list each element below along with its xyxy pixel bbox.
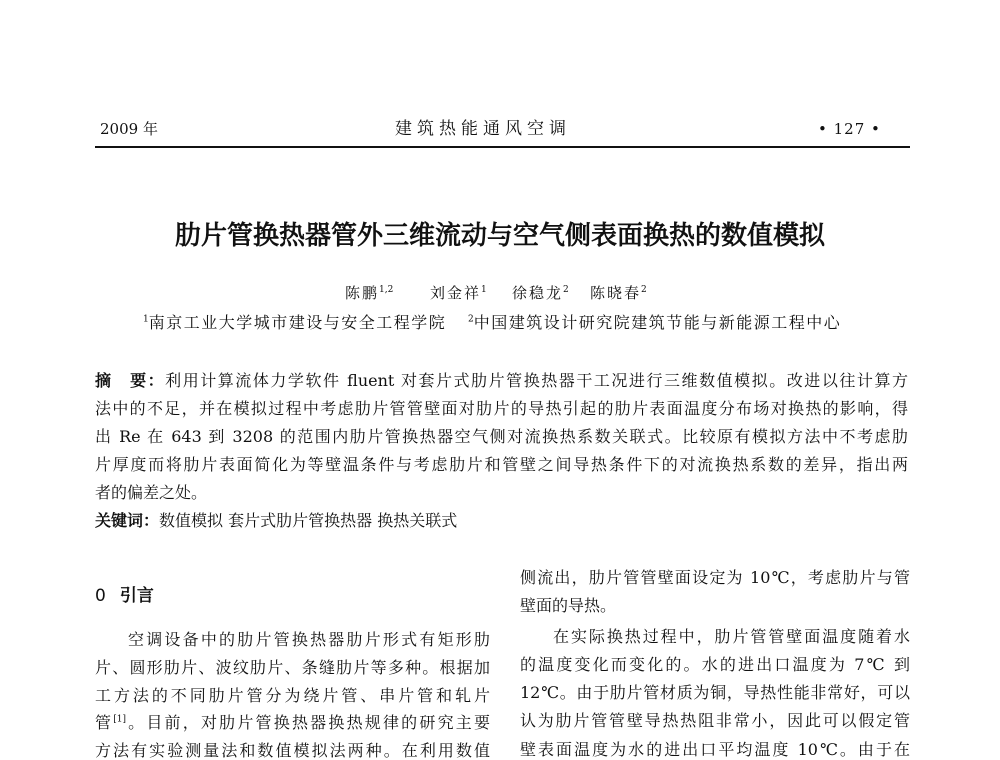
section-title: 引言 <box>119 586 154 606</box>
body-line: 壁面的导热。 <box>520 596 617 615</box>
body-text: 管 <box>95 713 114 732</box>
abstract-line: 出 Re 在 643 到 3208 的范围内肋片管换热器空气侧对流换热系数关联式。比较原有模拟方法中不考虑肋 <box>95 427 908 446</box>
author-affiliation-mark: 2 <box>641 285 647 295</box>
running-header-journal: 建筑热能通风空调 <box>395 119 571 139</box>
affiliation-name: 南京工业大学城市建设与安全工程学院 <box>148 313 447 332</box>
section-number: 0 <box>95 586 106 606</box>
affiliation-number: 2 <box>468 314 474 325</box>
body-line: 空调设备中的肋片管换热器肋片形式有矩形肋 <box>128 630 490 649</box>
affiliation <box>143 313 446 333</box>
author-name: 刘金祥 <box>430 284 482 302</box>
keywords-label: 关键词： <box>95 511 160 530</box>
abstract-label: 摘 要： <box>95 371 166 390</box>
abstract-text: 利用计算流体力学软件 fluent 对套片式肋片管换热器干工况进行三维数值模拟。改进以往计算方 <box>165 371 908 390</box>
running-header-year: 2009 年 <box>100 120 158 138</box>
body-line: 12℃。由于肋片管材质为铜，导热性能非常好，可以 <box>520 683 910 702</box>
body-line: 壁表面温度为水的进出口平均温度 10℃。由于在 <box>520 740 910 759</box>
author-affiliation-mark: 2 <box>563 285 569 295</box>
body-line: 片、圆形肋片、波纹肋片、条缝肋片等多种。根据加 <box>95 658 490 677</box>
affiliation-number: 1 <box>143 314 149 325</box>
author-name: 陈鹏 <box>345 284 380 302</box>
section-heading <box>95 586 154 606</box>
author <box>430 283 487 303</box>
body-line <box>95 713 490 733</box>
header-rule <box>95 146 910 148</box>
author-affiliation-mark: 1,2 <box>379 285 394 295</box>
body-text: 。目前，对肋片管换热器换热规律的研究主要 <box>125 713 490 732</box>
author <box>512 283 569 303</box>
author-name: 陈晓春 <box>590 284 642 302</box>
author <box>590 283 647 303</box>
abstract-line: 者的偏差之处。 <box>95 483 208 502</box>
body-line: 方法有实验测量法和数值模拟法两种。在利用数值 <box>95 741 490 760</box>
affiliation <box>468 313 841 333</box>
author <box>345 283 393 303</box>
keywords-text: 数值模拟 套片式肋片管换热器 换热关联式 <box>159 511 458 530</box>
body-line: 工方法的不同肋片管分为绕片管、串片管和轧片 <box>95 686 490 705</box>
body-line: 认为肋片管管壁导热热阻非常小，因此可以假定管 <box>520 711 910 730</box>
affiliation-name: 中国建筑设计研究院建筑节能与新能源工程中心 <box>473 313 842 332</box>
body-line: 侧流出，肋片管管壁面设定为 10℃，考虑肋片与管 <box>520 568 910 587</box>
author-affiliation-mark: 1 <box>481 285 487 295</box>
body-line: 在实际换热过程中，肋片管管壁面温度随着水 <box>553 627 910 646</box>
author-name: 徐稳龙 <box>512 284 564 302</box>
abstract-line: 法中的不足，并在模拟过程中考虑肋片管管壁面对肋片的导热引起的肋片表面温度分布场对换热的影响，得 <box>95 399 908 418</box>
abstract-line: 片厚度而将肋片表面简化为等壁温条件与考虑肋片和管壁之间导热条件下的对流换热系数的差异，指出两 <box>95 455 908 474</box>
keywords <box>95 511 908 531</box>
page-number: • 127 • <box>818 120 881 138</box>
body-line: 的温度变化而变化的。水的进出口温度为 7℃ 到 <box>520 655 910 674</box>
citation-marker: [1] <box>113 714 126 725</box>
abstract-line <box>95 371 908 391</box>
paper-title: 肋片管换热器管外三维流动与空气侧表面换热的数值模拟 <box>174 221 825 251</box>
